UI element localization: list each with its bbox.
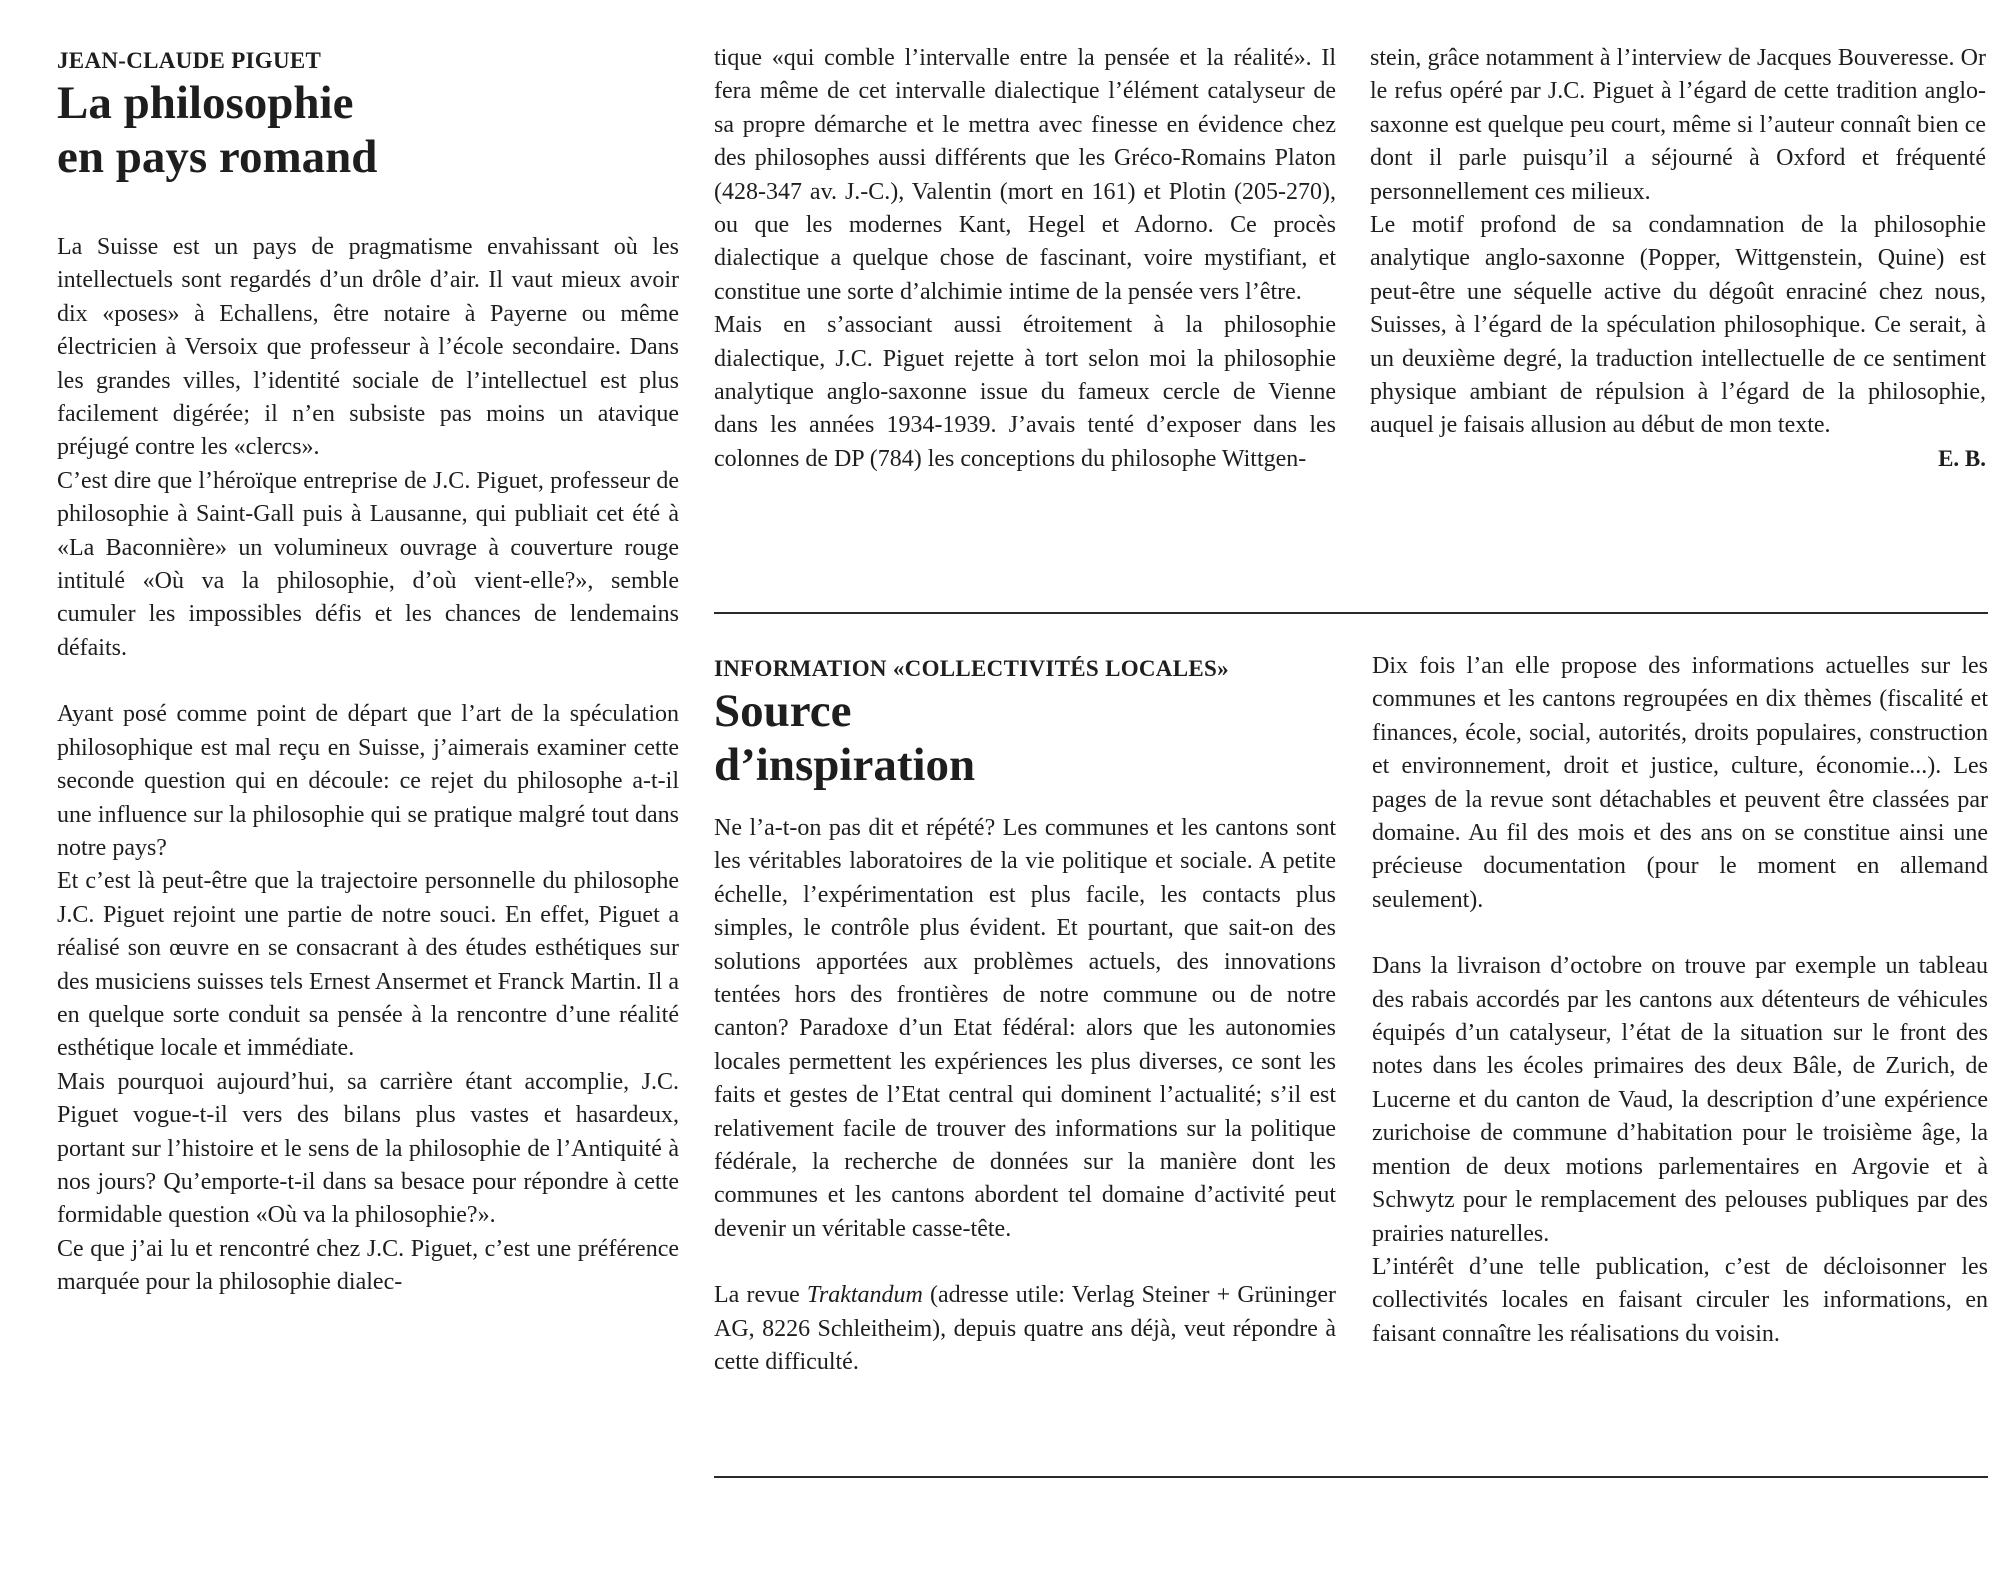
- article1-paragraph: stein, grâce notamment à l’interview de Jacques Bouveresse. Or le refus opéré par J.C. Piguet à l’égard de cette tradition anglo-saxonne est quelque peu court, même si l’auteur connaît bien ce dont il parle puisqu’il a séjourné à Oxford et fréquenté personnellement ces milieux.: [1370, 45, 1986, 205]
- article2-kicker: INFORMATION «COLLECTIVITÉS LOCALES»: [714, 656, 1229, 681]
- article1-kicker: JEAN-CLAUDE PIGUET: [57, 48, 322, 73]
- article1-paragraph: La Suisse est un pays de pragmatisme envahissant où les intellectuels sont regardés d’un drôle d’air. Il vaut mieux avoir dix «poses» à Echallens, être notaire à Payerne ou même électricien à Versoix que professeur à l’école secondaire. Dans les grandes villes, l’identité sociale de l’intellectuel est plus facilement digérée; il n’en subsiste pas moins un atavique préjugé contre les «clercs».: [57, 234, 679, 461]
- article2-column-3: [1372, 650, 1988, 1351]
- article1-paragraph: C’est dire que l’héroïque entreprise de J.C. Piguet, professeur de philosophie à Saint-Gall puis à Lausanne, qui publiait cet été à «La Baconnière» un volumineux ouvrage à couverture rouge intitulé «Où va la philosophie, d’où vient-elle?», semble cumuler les impossibles défis et les chances de lendemains défaits.: [57, 467, 679, 661]
- article1-paragraph: Le motif profond de sa condamnation de la philosophie analytique anglo-saxonne (Popper, Wittgenstein, Quine) est peut-être une séquelle active du dégoût enraciné chez nous, Suisses, à l’égard de la spéculation philosophique. Ce serait, à un deuxième degré, la traduction intellectuelle de ce sentiment physique ambiant de répulsion à l’égard de la philosophie, auquel je faisais allusion au début de mon texte.: [1370, 212, 1986, 439]
- article1-column-1: [57, 48, 679, 1300]
- article1-signature: E. B.: [1938, 445, 1986, 471]
- article2-paragraph: Ne l’a-t-on pas dit et répété? Les communes et les cantons sont les véritables laboratoires de la vie politique et sociale. A petite échelle, l’expérimentation est plus facile, les contacts plus simples, le contrôle plus évident. Et pourtant, que sait-on des solutions apportées aux problèmes actuels, des innovations tentées hors des frontières de notre commune ou de notre canton? Paradoxe d’un Etat fédéral: alors que les autonomies locales permettent les expériences les plus diverses, ce sont les faits et gestes de l’Etat central qui dominent l’actualité; s’il est relativement facile de trouver des informations sur la politique fédérale, la recherche de données sur la manière dont les communes et les cantons abordent tel domaine d’activité peut devenir un véritable casse-tête.: [714, 815, 1336, 1242]
- article1-title: [57, 76, 679, 184]
- article1-column-3: [1370, 42, 1986, 475]
- article2-title: [714, 684, 1336, 792]
- traktandum-intro: La revue: [714, 1282, 807, 1309]
- article2-paragraph-traktandum: [714, 1279, 1336, 1379]
- article2-title-line2: d’inspiration: [714, 739, 976, 791]
- article1-column-2: [714, 42, 1336, 476]
- article1-paragraph: Mais en s’associant aussi étroitement à la philosophie dialectique, J.C. Piguet rejette à tort selon moi la philosophie analytique anglo-saxonne issue du fameux cercle de Vienne dans les années 1934-1939. J’avais tenté d’exposer dans les colonnes de DP (784) les conceptions du philosophe Wittgen-: [714, 312, 1336, 472]
- article2-paragraph: Dans la livraison d’octobre on trouve par exemple un tableau des rabais accordés par les cantons aux détenteurs de véhicules équipés d’un catalyseur, l’état de la situation sur le front des notes dans les écoles primaires des deux Bâle, de Zurich, de Lucerne et du canton de Vaud, la description d’une expérience zurichoise de commune d’habitation pour le troisième âge, la mention de deux motions parlementaires en Argovie et à Schwytz pour le remplacement des pelouses publiques par des prairies naturelles.: [1372, 953, 1988, 1247]
- traktandum-title: Traktandum: [806, 1282, 923, 1309]
- article1-paragraph: Mais pourquoi aujourd’hui, sa carrière étant accomplie, J.C. Piguet vogue-t-il vers des bilans plus vastes et hasardeux, portant sur l’histoire et le sens de la philosophie de l’Antiquité à nos jours? Qu’emporte-t-il dans sa besace pour répondre à cette formidable question «Où va la philosophie?».: [57, 1068, 679, 1229]
- article2-column-2: [714, 656, 1336, 1380]
- article2-title-line1: Source: [714, 685, 852, 737]
- article1-paragraph: tique «qui comble l’intervalle entre la pensée et la réalité». Il fera même de cet intervalle dialectique l’élément catalyseur de sa propre démarche et le mettra avec finesse en évidence chez des philosophes aussi différents que les Gréco-Romains Platon (428-347 av. J.-C.), Valentin (mort en 161) et Plotin (205-270), ou que les modernes Kant, Hegel et Adorno. Ce procès dialectique a quelque chose de fascinant, voire mystifiant, et constitue une sorte d’alchimie intime de la pensée vers l’être.: [714, 45, 1336, 305]
- article1-paragraph: Ayant posé comme point de départ que l’art de la spéculation philosophique est mal reçu en Suisse, j’aimerais examiner cette seconde question qui en découle: ce rejet du philosophe a-t-il une influence sur la philosophie qui se pratique malgré tout dans notre pays?: [57, 701, 679, 861]
- traktandum-rest: (adresse utile: Verlag Steiner + Grüninger AG, 8226 Schleitheim), depuis quatre ans déjà, veut répondre à cette difficulté.: [714, 1282, 1336, 1376]
- article1-paragraph: Et c’est là peut-être que la trajectoire personnelle du philosophe J.C. Piguet rejoint une partie de notre souci. En effet, Piguet a réalisé son œuvre en se consacrant à des études esthétiques sur des musiciens suisses tels Ernest Ansermet et Franck Martin. Il a en quelque sorte conduit sa pensée à la rencontre d’une réalité esthétique locale et immédiate.: [57, 868, 679, 1062]
- article1-title-line2: en pays romand: [57, 131, 378, 183]
- article2-paragraph: L’intérêt d’une telle publication, c’est de décloisonner les collectivités locales en faisant circuler les informations, en faisant connaître les réalisations du voisin.: [1372, 1253, 1988, 1347]
- article1-paragraph: Ce que j’ai lu et rencontré chez J.C. Piguet, c’est une préférence marquée pour la philosophie dialec-: [57, 1235, 679, 1296]
- article1-title-line1: La philosophie: [57, 77, 354, 129]
- article2-paragraph: Dix fois l’an elle propose des informations actuelles sur les communes et les cantons regroupées en dix thèmes (fiscalité et finances, école, social, autorités, droits populaires, construction et environnement, droit et justice, culture, économie...). Les pages de la revue sont détachables et peuvent être classées par domaine. Au fil des mois et des ans on se constitue ainsi une précieuse documentation (pour le moment en allemand seulement).: [1372, 653, 1988, 913]
- bottom-rule: [714, 1476, 1988, 1478]
- article-separator-rule: [714, 612, 1988, 614]
